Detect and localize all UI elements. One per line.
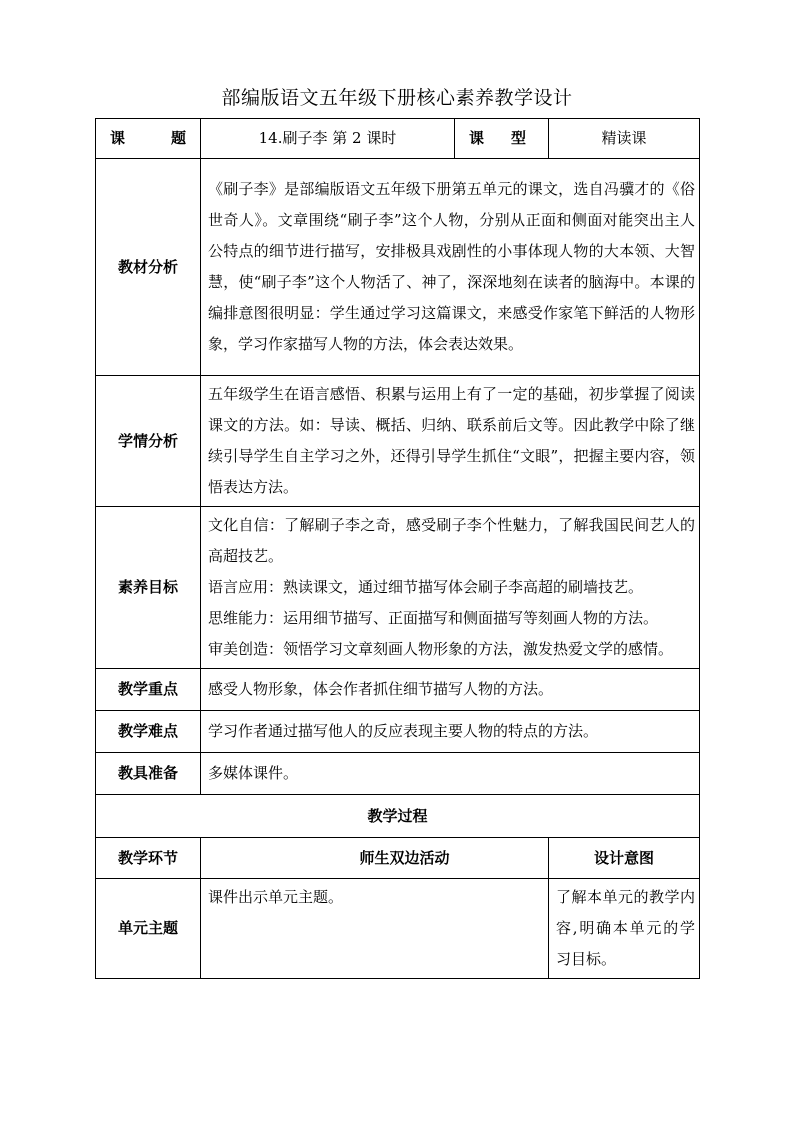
difficulties-text: 学习作者通过描写他人的反应表现主要人物的特点的方法。 <box>201 711 700 753</box>
lesson-plan-table <box>95 118 700 979</box>
col-activities-header: 师生双边活动 <box>201 838 549 879</box>
type-label: 课 型 <box>455 119 549 159</box>
stage-cell: 单元主题 <box>96 879 201 979</box>
process-heading-row <box>96 795 700 838</box>
key-points-row <box>96 669 700 711</box>
process-heading: 教学过程 <box>96 795 700 838</box>
activity-cell: 课件出示单元主题。 <box>201 879 549 979</box>
textbook-analysis-row <box>96 159 700 376</box>
difficulties-label: 教学难点 <box>96 711 201 753</box>
document-title: 部编版语文五年级下册核心素养教学设计 <box>221 87 573 109</box>
col-intent-header: 设计意图 <box>549 838 700 879</box>
key-points-text: 感受人物形象，体会作者抓住细节描写人物的方法。 <box>201 669 700 711</box>
process-column-headers <box>96 838 700 879</box>
process-row-unit-theme <box>96 879 700 979</box>
literacy-goals-label: 素养目标 <box>96 507 201 669</box>
intent-cell: 了解本单元的教学内容,明确本单元的学习目标。 <box>549 879 700 979</box>
header-row <box>96 119 700 159</box>
literacy-goals-row <box>96 507 700 669</box>
textbook-analysis-label: 教材分析 <box>96 159 201 376</box>
goal-item-thinking: 思维能力：运用细节描写、正面描写和侧面描写等刻画人物的方法。 <box>208 609 659 627</box>
type-value: 精读课 <box>549 119 700 159</box>
topic-value: 14.刷子李 第 2 课时 <box>201 119 455 159</box>
goal-item-aesthetic: 审美创造：领悟学习文章刻画人物形象的方法，激发热爱文学的感情。 <box>208 640 674 658</box>
difficulties-row <box>96 711 700 753</box>
key-points-label: 教学重点 <box>96 669 201 711</box>
learner-analysis-row <box>96 376 700 507</box>
goal-item-culture: 文化自信：了解刷子李之奇，感受刷子李个性魅力，了解我国民间艺人的高超技艺。 <box>208 516 695 565</box>
materials-row <box>96 753 700 795</box>
learner-analysis-text: 五年级学生在语言感悟、积累与运用上有了一定的基础，初步掌握了阅读课文的方法。如：导读、概括、归纳、联系前后文等。因此教学中除了继续引导学生自主学习之外，还得引导学生抓住“文眼”，把握主要内容，领悟表达方法。 <box>201 376 700 507</box>
materials-text: 多媒体课件。 <box>201 753 700 795</box>
topic-label: 课 题 <box>96 119 201 159</box>
literacy-goals-list <box>201 507 700 669</box>
goal-item-language: 语言应用：熟读课文，通过细节描写体会刷子李高超的刷墙技艺。 <box>208 578 644 596</box>
col-stage-header: 教学环节 <box>96 838 201 879</box>
textbook-analysis-text: 《刷子李》是部编版语文五年级下册第五单元的课文，选自冯骥才的《俗世奇人》。文章围绕“刷子李”这个人物，分别从正面和侧面对能突出主人公特点的细节进行描写，安排极具戏剧性的小事体现人物的大本领、大智慧，使“刷子李”这个人物活了、神了，深深地刻在读者的脑海中。本课的编排意图很明显：学生通过学习这篇课文，来感受作家笔下鲜活的人物形象，学习作家描写人物的方法，体会表达效果。 <box>201 159 700 376</box>
materials-label: 教具准备 <box>96 753 201 795</box>
learner-analysis-label: 学情分析 <box>96 376 201 507</box>
